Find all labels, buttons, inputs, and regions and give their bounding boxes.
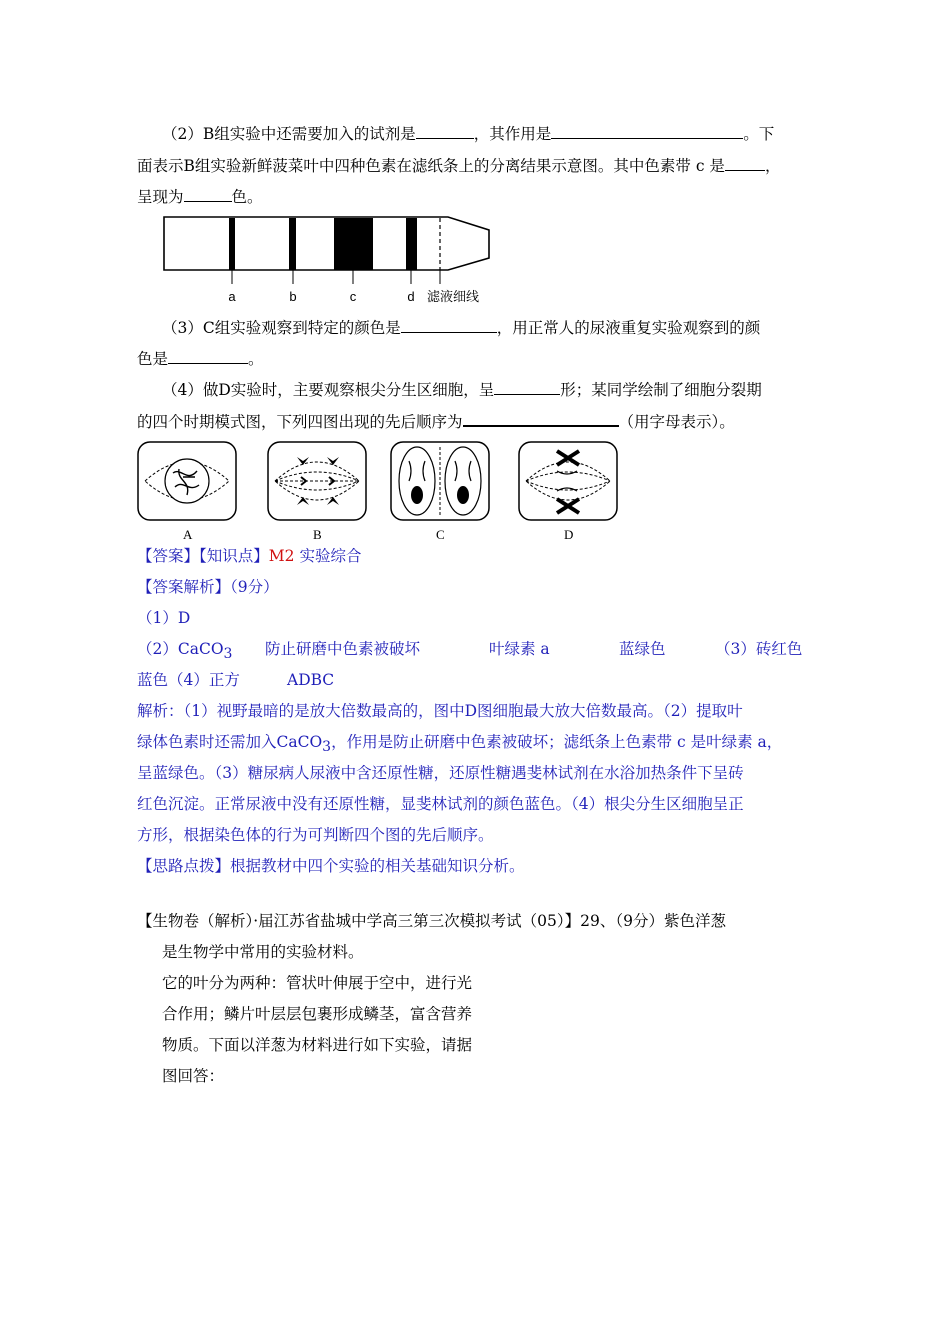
answer-blank[interactable] bbox=[168, 349, 248, 364]
answer-header: 【答案】【知识点】M2 实验综合 bbox=[137, 547, 362, 565]
q3-line-1: （3）C组实验观察到特定的颜色是 ，用正常人的尿液重复实验观察到的颜 bbox=[162, 319, 761, 337]
answer-1: （1）D bbox=[137, 609, 191, 627]
next-question-line-5: 物质。下面以洋葱为材料进行如下实验，请据 bbox=[162, 1036, 473, 1054]
answer-blank[interactable] bbox=[416, 124, 474, 139]
next-question-line-1: 【生物卷（解析）·届江苏省盐城中学高三第三次模拟考试（05）】29、（9分）紫色洋葱 bbox=[137, 912, 726, 930]
cell-label-c: C bbox=[436, 527, 445, 542]
cell-d bbox=[519, 442, 617, 542]
cell-label-b: B bbox=[313, 527, 322, 542]
q2-line-3: 呈现为 色。 bbox=[137, 188, 263, 206]
hint: 【思路点拨】根据教材中四个实验的相关基础知识分析。 bbox=[137, 857, 525, 875]
answer-2: （2）CaCO$_3$ 防止研磨中色素被破坏 叶绿素 a 蓝绿色 （3）砖红色 bbox=[137, 640, 803, 663]
next-question-line-6: 图回答： bbox=[162, 1067, 225, 1085]
answer-blank[interactable] bbox=[401, 318, 497, 333]
q3-line-2: 色是 。 bbox=[137, 350, 264, 368]
cell-label-d: D bbox=[564, 527, 574, 542]
q2-line-2: 面表示B组实验新鲜菠菜叶中四种色素在滤纸条上的分离结果示意图。其中色素带 c 是 ， bbox=[137, 157, 781, 175]
chromatography-strip-diagram bbox=[163, 216, 503, 308]
pigment-band-c bbox=[334, 218, 373, 270]
analysis-header: 【答案解析】（9分） bbox=[137, 578, 279, 596]
explanation-1: 解析：（1）视野最暗的是放大倍数最高的，图中D图细胞最大放大倍数最高。（2）提取叶 bbox=[137, 702, 743, 720]
answer-blank[interactable] bbox=[463, 411, 619, 427]
answer-blank[interactable] bbox=[494, 380, 560, 395]
band-label-a: a bbox=[228, 289, 236, 304]
explanation-3: 呈蓝绿色。（3）糖尿病人尿液中含还原性糖，还原性糖遇斐林试剂在水浴加热条件下呈砖 bbox=[137, 764, 744, 782]
answer-blank[interactable] bbox=[551, 124, 743, 139]
cell-c bbox=[391, 442, 489, 542]
answer-blank[interactable] bbox=[184, 187, 232, 202]
band-label-d: d bbox=[407, 289, 415, 304]
answer-3: 蓝色（4）正方 ADBC bbox=[137, 671, 335, 689]
filtrate-line-label: 滤液细线 bbox=[427, 290, 480, 305]
pigment-band-b bbox=[289, 218, 296, 270]
band-label-b: b bbox=[289, 289, 297, 304]
next-question-line-3: 它的叶分为两种：管状叶伸展于空中，进行光 bbox=[162, 974, 473, 992]
cell-label-a: A bbox=[183, 527, 193, 542]
cell-a bbox=[138, 442, 236, 542]
pigment-band-a bbox=[229, 218, 235, 270]
cell-division-diagrams bbox=[137, 441, 627, 545]
next-question-line-4: 合作用；鳞片叶层层包裹形成鳞茎，富含营养 bbox=[162, 1005, 473, 1023]
q4-line-2: 的四个时期模式图，下列四图出现的先后顺序为 （用字母表示）。 bbox=[137, 413, 735, 431]
answer-blank[interactable] bbox=[725, 156, 765, 171]
pigment-band-d bbox=[406, 218, 417, 270]
explanation-5: 方形，根据染色体的行为可判断四个图的先后顺序。 bbox=[137, 826, 494, 844]
band-label-c: c bbox=[349, 289, 357, 304]
explanation-4: 红色沉淀。正常尿液中没有还原性糖，显斐林试剂的颜色蓝色。（4）根尖分生区细胞呈正 bbox=[137, 795, 744, 813]
q4-line-1: （4）做D实验时，主要观察根尖分生区细胞，呈 形；某同学绘制了细胞分裂期 bbox=[162, 381, 762, 399]
explanation-2: 绿体色素时还需加入CaCO$_3$，作用是防止研磨中色素被破坏；滤纸条上色素带 c 是叶绿素 a， bbox=[137, 733, 783, 756]
cell-b bbox=[268, 442, 366, 542]
q2-line-1: （2）B组实验中还需要加入的试剂是 ，其作用是 。下 bbox=[162, 125, 775, 143]
next-question-line-2: 是生物学中常用的实验材料。 bbox=[162, 943, 364, 961]
